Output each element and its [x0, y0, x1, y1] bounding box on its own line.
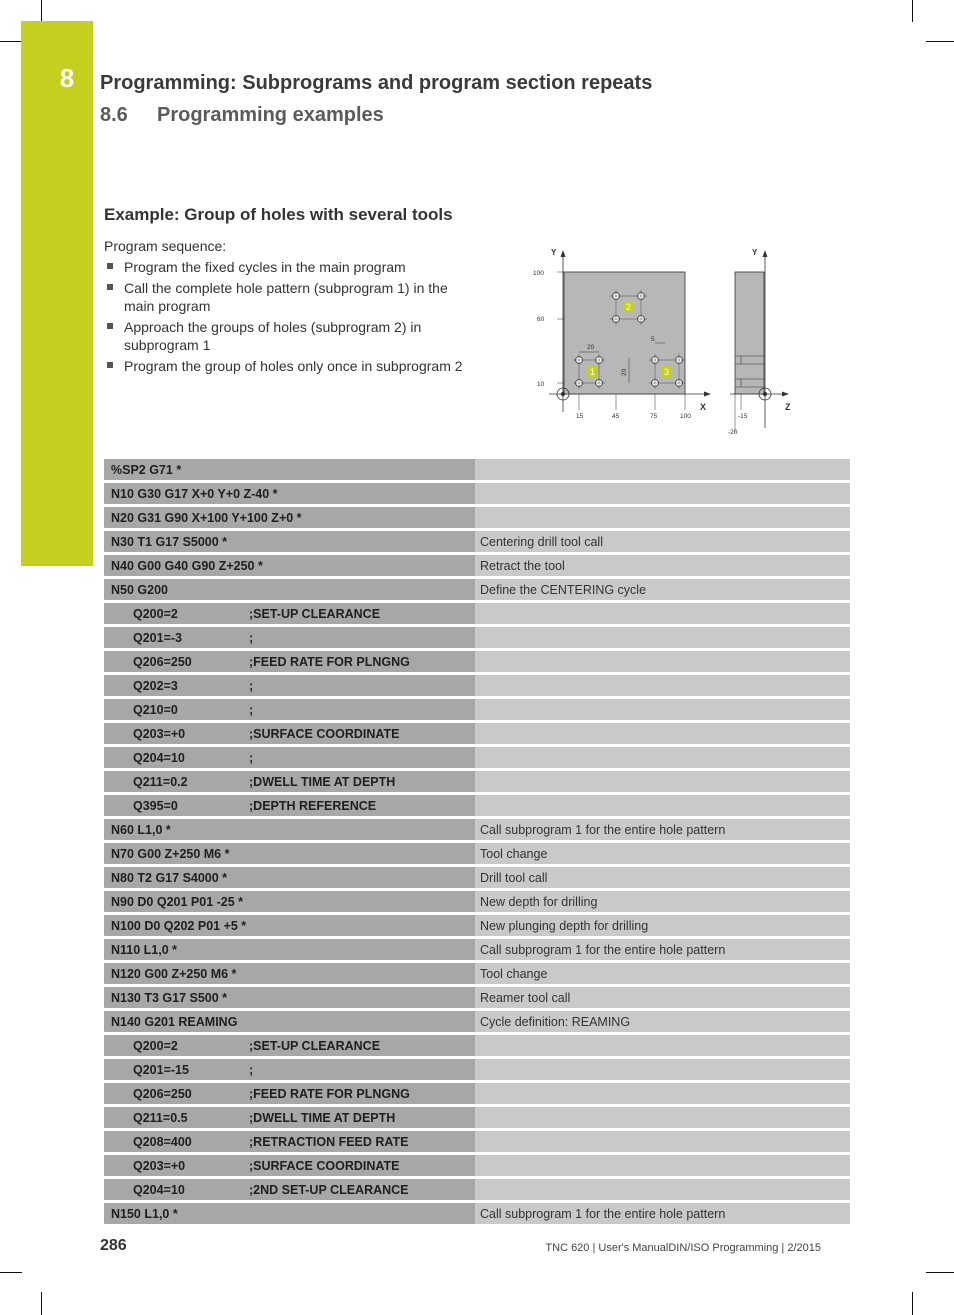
parameter-cell [104, 1082, 475, 1106]
description-cell: Call subprogram 1 for the entire hole pattern [475, 1202, 850, 1226]
description-cell [475, 602, 850, 626]
parameter-cell [104, 1154, 475, 1178]
z-tick: -15 [738, 413, 748, 420]
table-row [104, 842, 850, 866]
parameter-value: Q202=3 [133, 678, 178, 693]
description-cell [475, 1034, 850, 1058]
table-row [104, 698, 850, 722]
parameter-cell [104, 650, 475, 674]
nc-block-cell: N140 G201 REAMING [104, 1010, 475, 1034]
steps-list [104, 258, 474, 378]
table-row [104, 554, 850, 578]
table-row [104, 626, 850, 650]
description-cell: Define the CENTERING cycle [475, 578, 850, 602]
nc-block-cell: N110 L1,0 * [104, 938, 475, 962]
description-cell: Cycle definition: REAMING [475, 1010, 850, 1034]
parameter-value: Q203=+0 [133, 726, 186, 741]
axis-label-y: Y [752, 248, 758, 257]
footer-text: TNC 620 | User's ManualDIN/ISO Programming | 2/2015 [545, 1242, 821, 1254]
description-cell: Call subprogram 1 for the entire hole pattern [475, 938, 850, 962]
bullet-square-icon [107, 362, 113, 368]
parameter-comment: ;FEED RATE FOR PLNGNG [249, 1086, 410, 1101]
z-tick: -20 [728, 429, 738, 436]
table-row [104, 818, 850, 842]
table-row [104, 578, 850, 602]
x-tick: 100 [680, 413, 691, 420]
description-cell [475, 1178, 850, 1202]
parameter-comment: ;SET-UP CLEARANCE [249, 606, 381, 621]
nc-block-cell: %SP2 G71 * [104, 459, 475, 482]
description-cell: New plunging depth for drilling [475, 914, 850, 938]
table-row [104, 1010, 850, 1034]
nc-block-cell: N100 D0 Q202 P01 +5 * [104, 914, 475, 938]
parameter-comment: ;RETRACTION FEED RATE [249, 1134, 409, 1149]
parameter-comment: ;2ND SET-UP CLEARANCE [249, 1182, 409, 1197]
program-listing-table [104, 459, 850, 1227]
parameter-cell [104, 770, 475, 794]
parameter-comment: ;SURFACE COORDINATE [249, 726, 400, 741]
table-row [104, 770, 850, 794]
nc-block-cell: N70 G00 Z+250 M6 * [104, 842, 475, 866]
description-cell [475, 506, 850, 530]
list-item: Program the group of holes only once in subprogram 2 [104, 357, 474, 375]
dimension-label: 20 [587, 344, 595, 351]
nc-block-cell: N60 L1,0 * [104, 818, 475, 842]
crop-mark [0, 1272, 22, 1273]
table-row [104, 1106, 850, 1130]
parameter-comment: ;DWELL TIME AT DEPTH [249, 774, 396, 789]
parameter-cell [104, 1178, 475, 1202]
table-row [104, 962, 850, 986]
crop-mark [912, 1292, 913, 1315]
parameter-value: Q206=250 [133, 1086, 192, 1101]
bullet-square-icon [107, 263, 113, 269]
crop-mark [41, 1292, 42, 1315]
table-row [104, 530, 850, 554]
description-cell: Tool change [475, 962, 850, 986]
description-cell [475, 482, 850, 506]
section-heading [100, 104, 384, 127]
nc-block-cell: N90 D0 Q201 P01 -25 * [104, 890, 475, 914]
parameter-value: Q211=0.2 [133, 774, 188, 789]
crop-mark [0, 41, 22, 42]
parameter-comment: ;DEPTH REFERENCE [249, 798, 377, 813]
description-cell [475, 1082, 850, 1106]
parameter-cell [104, 626, 475, 650]
table-row [104, 1082, 850, 1106]
table-row [104, 650, 850, 674]
table-row [104, 914, 850, 938]
description-cell [475, 650, 850, 674]
group-label: 2 [626, 302, 632, 312]
parameter-comment: ;FEED RATE FOR PLNGNG [249, 654, 410, 669]
bullet-square-icon [107, 323, 113, 329]
chapter-tab [21, 21, 93, 566]
description-cell [475, 459, 850, 482]
parameter-value: Q208=400 [133, 1134, 192, 1149]
nc-block-cell: N150 L1,0 * [104, 1202, 475, 1226]
description-cell [475, 1130, 850, 1154]
description-cell: Retract the tool [475, 554, 850, 578]
dimension-label: 5 [651, 336, 655, 343]
description-cell: Reamer tool call [475, 986, 850, 1010]
parameter-cell [104, 722, 475, 746]
parameter-comment: ; [249, 750, 254, 765]
dimension-label: 20 [621, 368, 628, 376]
parameter-value: Q211=0.5 [133, 1110, 188, 1125]
nc-block-cell: N30 T1 G17 S5000 * [104, 530, 475, 554]
section-title: Programming examples [157, 104, 384, 126]
crop-mark [926, 41, 954, 42]
parameter-cell [104, 602, 475, 626]
parameter-comment: ; [249, 1062, 254, 1077]
y-tick: 100 [533, 270, 544, 277]
group-label: 3 [664, 367, 670, 377]
table-row [104, 722, 850, 746]
group-label: 1 [590, 367, 596, 377]
table-row [104, 890, 850, 914]
description-cell [475, 770, 850, 794]
description-cell [475, 746, 850, 770]
description-cell [475, 698, 850, 722]
table-row [104, 506, 850, 530]
parameter-value: Q200=2 [133, 606, 178, 621]
parameter-value: Q204=10 [133, 1182, 185, 1197]
y-tick: 10 [537, 381, 545, 388]
table-row [104, 746, 850, 770]
nc-block-cell: N130 T3 G17 S500 * [104, 986, 475, 1010]
parameter-value: Q201=-15 [133, 1062, 189, 1077]
hole-pattern-diagram [525, 240, 805, 440]
description-cell [475, 1106, 850, 1130]
chapter-title: Programming: Subprograms and program section repeats [100, 72, 653, 94]
parameter-value: Q206=250 [133, 654, 192, 669]
parameter-cell [104, 1130, 475, 1154]
table-row [104, 1130, 850, 1154]
description-cell [475, 722, 850, 746]
table-row [104, 1154, 850, 1178]
parameter-cell [104, 1034, 475, 1058]
description-cell [475, 674, 850, 698]
x-tick: 75 [650, 413, 658, 420]
list-item: Program the fixed cycles in the main program [104, 258, 474, 276]
x-tick: 45 [612, 413, 620, 420]
axis-label-y: Y [551, 248, 557, 257]
table-row [104, 674, 850, 698]
crop-mark [41, 0, 42, 22]
description-cell: Call subprogram 1 for the entire hole pattern [475, 818, 850, 842]
table-row [104, 1202, 850, 1226]
list-item: Call the complete hole pattern (subprogram 1) in the main program [104, 279, 474, 315]
crop-mark [912, 0, 913, 22]
parameter-value: Q395=0 [133, 798, 178, 813]
table-row [104, 1034, 850, 1058]
list-item: Approach the groups of holes (subprogram 2) in subprogram 1 [104, 318, 474, 354]
description-cell [475, 626, 850, 650]
table-row [104, 459, 850, 482]
parameter-value: Q210=0 [133, 702, 178, 717]
parameter-comment: ; [249, 630, 254, 645]
description-cell [475, 794, 850, 818]
parameter-cell [104, 794, 475, 818]
description-cell: Tool change [475, 842, 850, 866]
table-row [104, 482, 850, 506]
table-row [104, 938, 850, 962]
parameter-comment: ;DWELL TIME AT DEPTH [249, 1110, 396, 1125]
description-cell: Centering drill tool call [475, 530, 850, 554]
parameter-cell [104, 1058, 475, 1082]
x-tick: 15 [576, 413, 584, 420]
axis-label-x: X [700, 402, 707, 412]
nc-block-cell: N120 G00 Z+250 M6 * [104, 962, 475, 986]
nc-block-cell: N10 G30 G17 X+0 Y+0 Z-40 * [104, 482, 475, 506]
bullet-square-icon [107, 284, 113, 290]
description-cell [475, 1058, 850, 1082]
section-number: 8.6 [100, 104, 128, 126]
nc-block-cell: N40 G00 G40 G90 Z+250 * [104, 554, 475, 578]
example-title: Example: Group of holes with several tools [104, 205, 453, 224]
axis-label-z: Z [785, 402, 791, 412]
nc-block-cell: N20 G31 G90 X+100 Y+100 Z+0 * [104, 506, 475, 530]
parameter-cell [104, 746, 475, 770]
table-row [104, 1058, 850, 1082]
description-cell: New depth for drilling [475, 890, 850, 914]
nc-block-cell: N80 T2 G17 S4000 * [104, 866, 475, 890]
parameter-value: Q200=2 [133, 1038, 178, 1053]
parameter-comment: ;SURFACE COORDINATE [249, 1158, 400, 1173]
page-number: 286 [100, 1237, 127, 1254]
table-row [104, 794, 850, 818]
table-row [104, 1178, 850, 1202]
parameter-value: Q203=+0 [133, 1158, 186, 1173]
table-row [104, 866, 850, 890]
parameter-comment: ; [249, 678, 254, 693]
parameter-cell [104, 698, 475, 722]
parameter-comment: ;SET-UP CLEARANCE [249, 1038, 381, 1053]
crop-mark [926, 1272, 954, 1273]
description-cell [475, 1154, 850, 1178]
intro-text: Program sequence: [104, 238, 227, 254]
description-cell: Drill tool call [475, 866, 850, 890]
y-tick: 60 [537, 316, 545, 323]
parameter-value: Q204=10 [133, 750, 185, 765]
parameter-cell [104, 1106, 475, 1130]
parameter-cell [104, 674, 475, 698]
nc-block-cell: N50 G200 [104, 578, 475, 602]
parameter-comment: ; [249, 702, 254, 717]
parameter-value: Q201=-3 [133, 630, 182, 645]
table-row [104, 602, 850, 626]
chapter-number: 8 [59, 63, 75, 93]
table-row [104, 986, 850, 1010]
